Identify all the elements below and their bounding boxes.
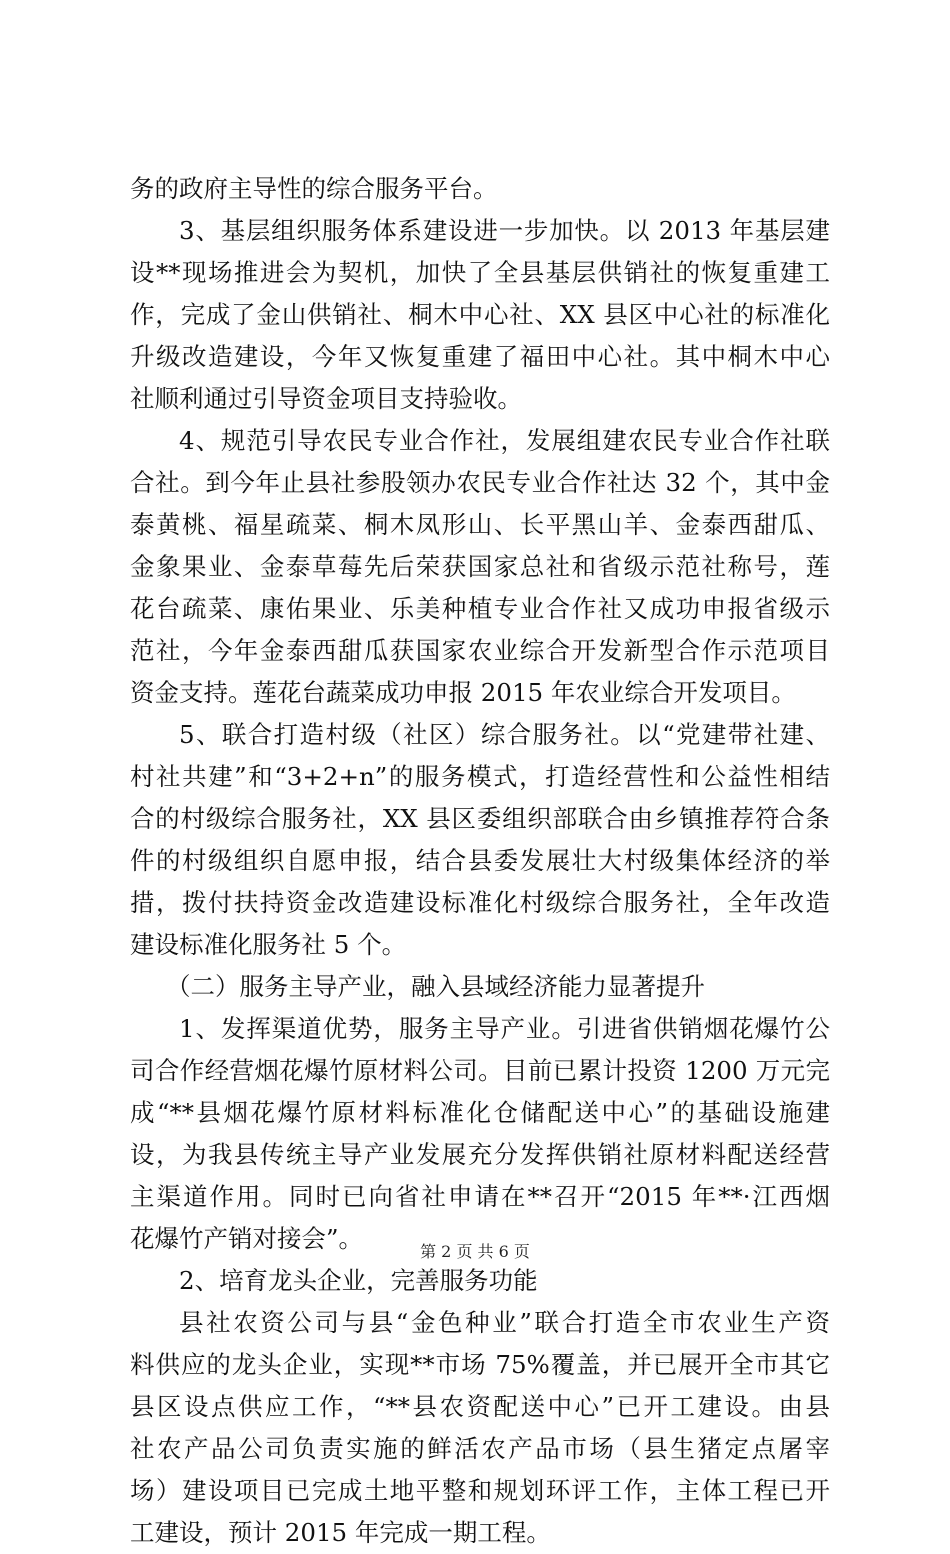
- paragraph-line: 范社，今年金泰西甜瓜获国家农业综合开发新型合作示范项目: [130, 636, 830, 665]
- paragraph-line: 3、基层组织服务体系建设进一步加快。以 2013 年基层建: [179, 216, 830, 245]
- paragraph-line: 5、联合打造村级（社区）综合服务社。以“党建带社建、: [179, 720, 830, 749]
- paragraph-line: 料供应的龙头企业，实现**市场 75%覆盖，并已展开全市其它: [130, 1350, 830, 1379]
- paragraph-line: 司合作经营烟花爆竹原材料公司。目前已累计投资 1200 万元完: [130, 1056, 830, 1085]
- paragraph-line: 件的村级组织自愿申报，结合县委发展壮大村级集体经济的举: [130, 846, 830, 875]
- paragraph-line: 4、规范引导农民专业合作社，发展组建农民专业合作社联: [179, 426, 830, 455]
- paragraph-line: 合的村级综合服务社，XX 县区委组织部联合由乡镇推荐符合条: [130, 804, 830, 833]
- paragraph-line: 资金支持。莲花台蔬菜成功申报 2015 年农业综合开发项目。: [130, 678, 796, 707]
- paragraph-line: 主渠道作用。同时已向省社申请在**召开“2015 年**·江西烟: [130, 1182, 830, 1211]
- paragraph-line: 金象果业、金泰草莓先后荣获国家总社和省级示范社称号，莲: [130, 552, 830, 581]
- paragraph-line: 升级改造建设，今年又恢复重建了福田中心社。其中桐木中心: [130, 342, 830, 371]
- paragraph-line: 县区设点供应工作，“**县农资配送中心”已开工建设。由县: [130, 1392, 830, 1421]
- paragraph-line: 场）建设项目已完成土地平整和规划环评工作，主体工程已开: [130, 1476, 830, 1505]
- paragraph-line: 作，完成了金山供销社、桐木中心社、XX 县区中心社的标准化: [130, 300, 830, 329]
- page-number-footer: 第 2 页 共 6 页: [420, 1242, 530, 1261]
- paragraph-line: 花爆竹产销对接会”。: [130, 1224, 364, 1253]
- paragraph-line: 成“**县烟花爆竹原材料标准化仓储配送中心”的基础设施建: [130, 1098, 830, 1127]
- paragraph-line: 村社共建”和“3+2+n”的服务模式，打造经营性和公益性相结: [130, 762, 830, 791]
- paragraph-line: 措，拨付扶持资金改造建设标准化村级综合服务社，全年改造: [130, 888, 830, 917]
- paragraph-line: 工建设，预计 2015 年完成一期工程。: [130, 1518, 551, 1547]
- paragraph-line: 社农产品公司负责实施的鲜活农产品市场（县生猪定点屠宰: [130, 1434, 830, 1463]
- subsection-heading: 2、培育龙头企业，完善服务功能: [179, 1266, 538, 1295]
- paragraph-line: 合社。到今年止县社参股领办农民专业合作社达 32 个，其中金: [130, 468, 830, 497]
- paragraph-line: 花台疏菜、康佑果业、乐美种植专业合作社又成功申报省级示: [130, 594, 830, 623]
- paragraph-line: 建设标准化服务社 5 个。: [130, 930, 407, 959]
- paragraph-line: 1、发挥渠道优势，服务主导产业。引进省供销烟花爆竹公: [179, 1014, 830, 1043]
- paragraph-line: 县社农资公司与县“金色种业”联合打造全市农业生产资: [179, 1308, 830, 1337]
- paragraph-line: 设**现场推进会为契机，加快了全县基层供销社的恢复重建工: [130, 258, 830, 287]
- paragraph-line: 泰黄桃、福星疏菜、桐木凤形山、长平黑山羊、金泰西甜瓜、: [130, 510, 830, 539]
- section-heading: （二）服务主导产业，融入县域经济能力显著提升: [166, 972, 705, 1001]
- paragraph-line: 务的政府主导性的综合服务平台。: [130, 174, 498, 203]
- paragraph-line: 社顺利通过引导资金项目支持验收。: [130, 384, 522, 413]
- document-body: [130, 168, 830, 1554]
- paragraph-line: 设，为我县传统主导产业发展充分发挥供销社原材料配送经营: [130, 1140, 830, 1169]
